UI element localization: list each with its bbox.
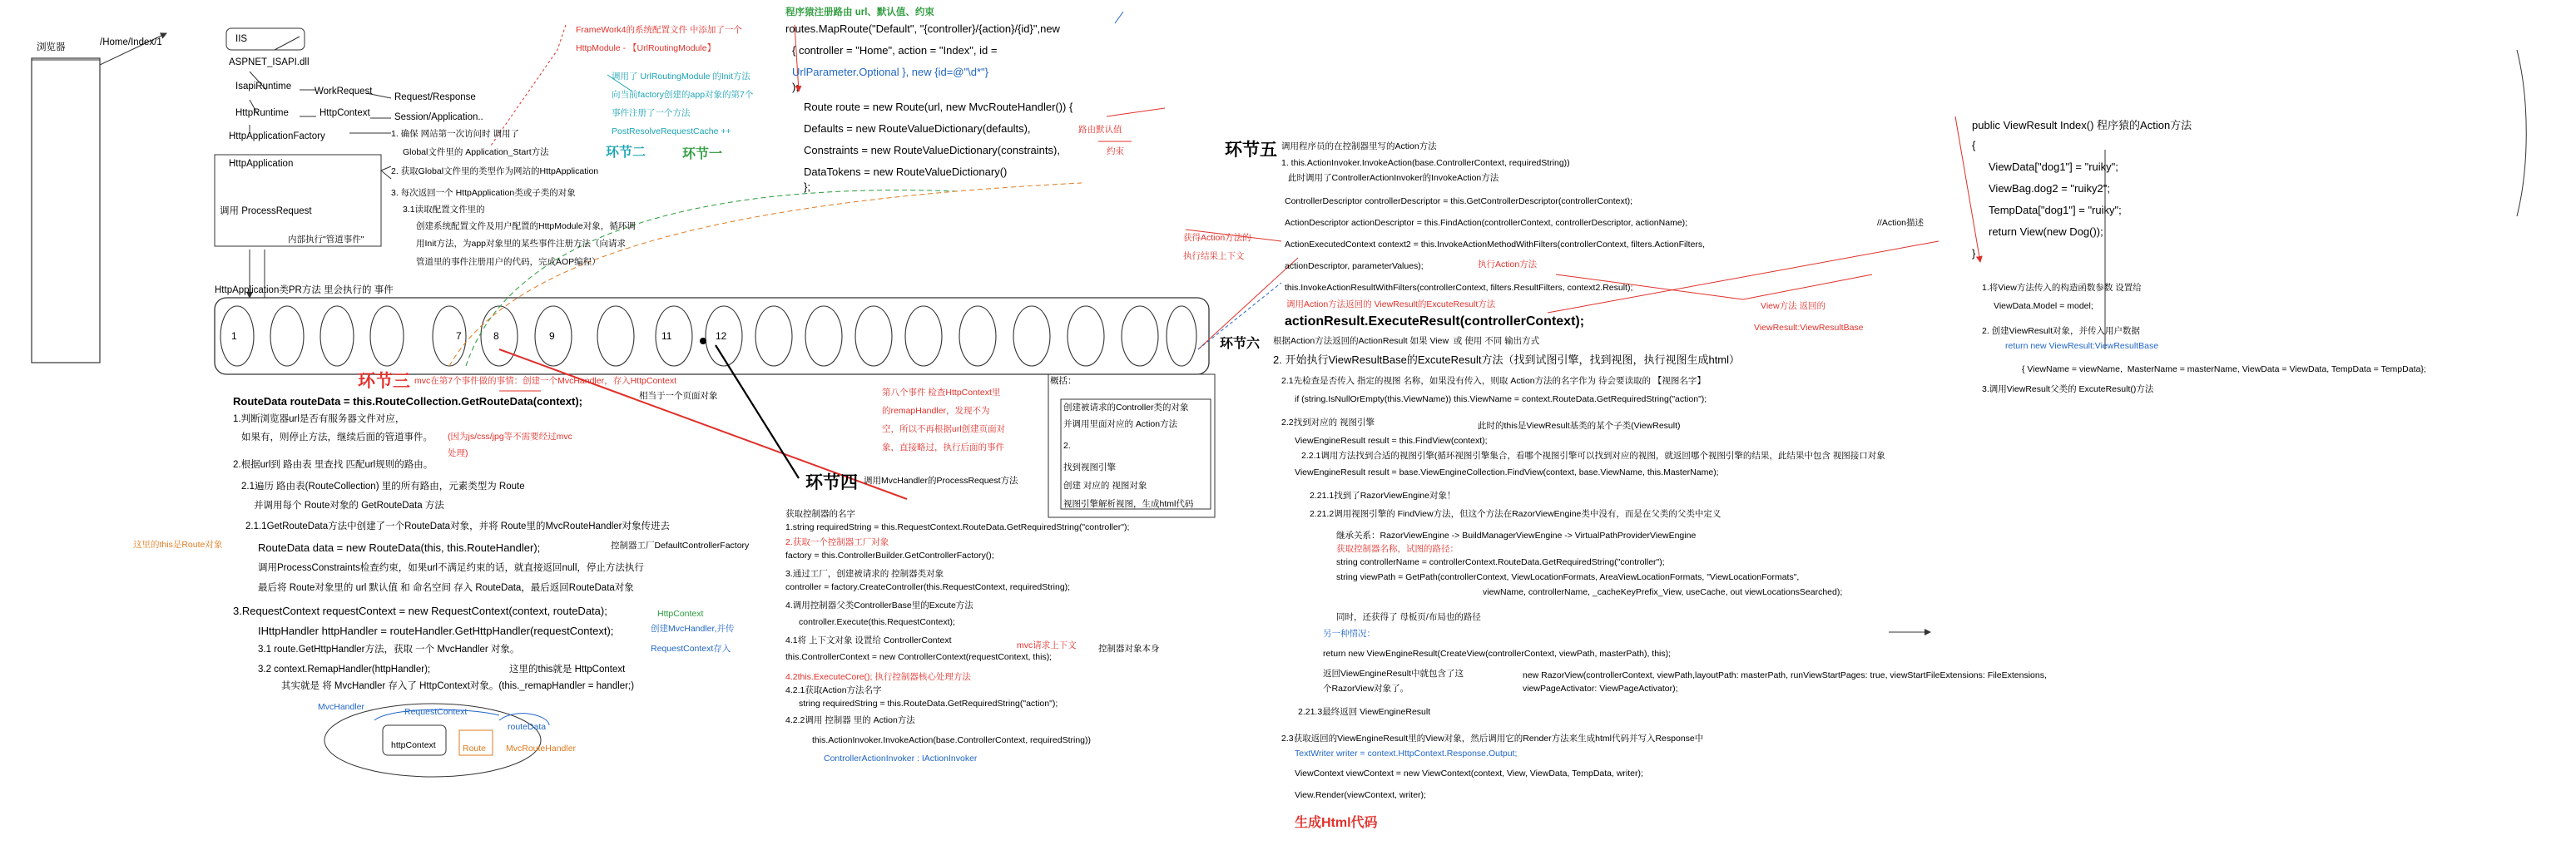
maproute-line1: routes.MapRoute("Default", "{controller}/{action}/{id}",new [785, 22, 1060, 35]
h6-inherit: 继承关系：RazorViewEngine -> BuildManagerViewEngine -> VirtualPathProviderViewEngine [1336, 531, 1697, 541]
h6-razor-view2: viewPageActivator: ViewPageActivator); [1523, 684, 1678, 694]
step3-line1: 3. 每次返回一个 HttpApplication类或子类的对象 [391, 188, 576, 198]
h5-action-descriptor-note: //Action描述 [1877, 218, 1925, 228]
h3-step32b: 其实就是 将 MvcHandler 存入了 HttpContext对象。(this._remapHandler = handler;) [281, 681, 635, 691]
h4-c422: 4.2.2调用 控制器 里的 Action方法 [785, 715, 915, 725]
request-response-label: Request/Response [394, 92, 476, 102]
h6-22-note: 此时的this是ViewResult基类的某个子类(ViewResult) [1478, 421, 1681, 431]
h6-return-note1: 返回ViewEngineResult中就包含了这 [1323, 669, 1464, 679]
defaults-note: 路由默认值 [1078, 125, 1122, 135]
summary-line1: 创建被请求的Controller类的对象 [1063, 403, 1189, 413]
init-note-line2: 向当前factory创建的app对象的第7个 [612, 90, 754, 100]
h5-view-note2: ViewResult:ViewResultBase [1754, 323, 1864, 333]
right-n3: 3.调用ViewResult父类的 ExcuteResult()方法 [1982, 384, 2154, 394]
h5-invoke-result: this.InvokeActionResultWithFilters(controllerContext, filters.ResultFilters, context2.Result); [1285, 283, 1633, 293]
h4-get-name: 获取控制器的名字 [785, 509, 855, 519]
h6-return: return new ViewEngineResult(CreateView(controllerContext, viewPath, masterPath), this); [1323, 649, 1672, 659]
right-n2: 2. 创建ViewResult对象，并传入用户数据 [1982, 326, 2141, 336]
pipeline-caption: HttpApplication类PR方法 里会执行的 事件 [215, 285, 394, 295]
h6-desc: 根据Action方法返回的ActionResult 如果 View 或 使用 不同 输出方式 [1273, 336, 1540, 346]
h3-step1: 1.判断浏览器url是否有服务器文件对应， [233, 414, 405, 424]
right-n1: 1.将View方法传入的构造函数参数 设置给 [1982, 283, 2142, 293]
h4-c4: 4.调用控制器父类ControllerBase里的Excute方法 [785, 601, 973, 610]
huanjie4-desc: 调用MvcHandler的ProcessRequest方法 [864, 476, 1018, 486]
h6-viewpath: string viewPath = GetPath(controllerContext, ViewLocationFormats, AreaViewLocationFormats, "ViewLocationFormats", [1336, 572, 1800, 582]
isapi-runtime-label: IsapiRuntime [235, 82, 292, 91]
oval-num-12: 12 [716, 330, 727, 342]
h6-viewpath2: viewName, controllerName, _cacheKeyPrefix_View, useCache, out viewLocationsSearched); [1483, 587, 1843, 597]
route-register-title: 程序猿注册路由 url、默认值、约束 [785, 7, 934, 17]
h3-step1c: (因为js/css/jpg等不需要经过mvc [448, 432, 572, 442]
h5-execute-action-note: 执行Action方法 [1478, 260, 1538, 269]
h3-httphandler-code: IHttpHandler httpHandler = routeHandler.GetHttpHandler(requestContext); [258, 625, 614, 637]
huanjie5-desc: 调用程序员的在控制器里写的Action方法 [1281, 141, 1437, 151]
call-process-label: 调用 ProcessRequest [220, 206, 312, 216]
h4-c41-note: mvc请求上下文 [1017, 640, 1077, 650]
h6-generate-html: 生成Html代码 [1295, 816, 1378, 830]
h3-step31: 3.1 route.GetHttpHandler方法，获取 一个 MvcHandler 对象。 [258, 645, 520, 655]
h4-c2b: factory = this.ControllerBuilder.GetControllerFactory(); [785, 551, 994, 561]
eighth-event-line3: 空，所以不再根据url创建页面对 [882, 424, 1006, 434]
h6-221b: ViewEngineResult result = base.ViewEngineCollection.FindView(context, base.ViewName, this.MasterName); [1295, 467, 1719, 477]
summary-line5: 创建 对应的 视图对象 [1063, 481, 1147, 491]
h5-controller-descriptor: ControllerDescriptor controllerDescriptor = this.GetControllerDescriptor(controllerContext); [1285, 196, 1633, 206]
h5-invoke-result-note: 调用Action方法返回的 ViewResult的ExcuteResult方法 [1286, 299, 1496, 309]
h3-step211: 2.1.1GetRouteData方法中创建了一个RouteData对象，并将 Route里的MvcRouteHandler对象传进去 [245, 521, 670, 531]
http-context-label: HttpContext [320, 108, 370, 118]
route-line: Route route = new Route(url, new MvcRouteHandler()) { [804, 101, 1073, 113]
h6-viewcontext: ViewContext viewContext = new ViewContext(context, View, ViewData, TempData, writer); [1295, 769, 1643, 778]
aspnet-label: ASPNET_ISAPI.dll [229, 57, 310, 67]
h6-22b: ViewEngineResult result = this.FindView(context); [1295, 436, 1488, 446]
h3-step211b: 调用ProcessConstraints检查约束，如果url不满足约束的话，就直接返回null，停止方法执行 [258, 563, 644, 573]
http-runtime-label: HttpRuntime [235, 108, 289, 118]
fw4-note-line2: HttpModule - 【UrlRoutingModule】 [576, 43, 716, 53]
h3-step32: 3.2 context.RemapHandler(httpHandler); [258, 665, 431, 675]
h5-view-note1: View方法 返回的 [1761, 301, 1825, 311]
routedata-label: routeData [508, 722, 547, 732]
h6-2: 2. 开始执行ViewResultBase的ExcuteResult方法（找到试图引擎，找到视图，执行视图生成html） [1273, 353, 1741, 366]
huanjie3-title: 环节三 [358, 372, 410, 391]
h5-l1b: 此时调用了ControllerActionInvoker的InvokeAction方法 [1288, 173, 1499, 183]
init-note-line4: PostResolveRequestCache ++ [612, 126, 731, 136]
h4-c41: 4.1将 上下文对象 设置给 ControllerContext [785, 635, 952, 645]
mvchandler-label: MvcHandler [318, 702, 365, 712]
h3-step32-note: 这里的this就是 HttpContext [509, 665, 626, 675]
summary-title: 概括： [1050, 376, 1077, 386]
h6-21b: if (string.IsNullOrEmpty(this.ViewName)) this.ViewName = context.RouteData.GetRequiredString("action"); [1295, 394, 1707, 404]
h6-get-name: 获取控制器名称，试图的路径： [1336, 544, 1459, 554]
h4-c422c: ControllerActionInvoker : IActionInvoker [824, 754, 978, 764]
h4-c421: 4.2.1获取Action方法名字 [785, 685, 882, 695]
eighth-event-line4: 象，直接略过，执行后面的事件 [882, 442, 1004, 452]
h4-c3: 3.通过工厂，创建被请求的 控制器类对象 [785, 569, 944, 579]
h4-c4b: controller.Execute(this.RequestContext); [799, 617, 955, 627]
huanjie6-title: 环节六 [1220, 337, 1261, 351]
step3-line4: 用Init方法，为app对象里的某些事件注册方法（向请求 [416, 239, 627, 249]
iis-label: IIS [235, 34, 248, 44]
h6-textwriter: TextWriter writer = context.HttpContext.Response.Output; [1295, 749, 1518, 759]
h6-213: 2.21.3最终返回 ViewEngineResult [1298, 707, 1431, 717]
internal-exec-label: 内部执行"管道事件" [288, 235, 364, 245]
huanjie3-note2: 相当于一个页面对象 [639, 391, 718, 401]
brace-close: } [1972, 247, 1976, 260]
h5-execute-result: actionResult.ExecuteResult(controllerContext); [1285, 314, 1585, 329]
h4-c41b: this.ControllerContext = new ControllerContext(requestContext, this); [785, 652, 1053, 662]
h6-render: View.Render(viewContext, writer); [1295, 790, 1426, 800]
maproute-line3: UrlParameter.Optional }, new {id=@"\d*"} [792, 66, 988, 78]
h3-step1d: 处理) [448, 448, 468, 458]
right-n2b: return new ViewResult:ViewResultBase [2005, 341, 2159, 351]
h3-create-mvchandler-note: 创建MvcHandler,并传 [651, 624, 735, 634]
h5-result-context-note1: 获得Action方法的 [1183, 233, 1251, 243]
h6-razor-view: new RazorView(controllerContext, viewPath,layoutPath: masterPath, runViewStartPages: true, viewStartFileExtensions: FileExtensions, [1523, 670, 2047, 680]
right-n1b: ViewData.Model = model; [1994, 301, 2093, 311]
h3-step2: 2.根据url到 路由表 里查找 匹配url规则的路由。 [233, 460, 433, 470]
h3-step1b: 如果有，则停止方法，继续后面的管道事件。 [241, 432, 433, 442]
h5-l1: 1. this.ActionInvoker.InvokeAction(base.ControllerContext, requiredString)) [1281, 158, 1570, 168]
h6-22: 2.2找到对应的 视图引擎 [1281, 418, 1375, 428]
h3-requestcontext-note: RequestContext存入 [651, 644, 731, 654]
huanjie3-note: mvc在第7个事件做的事情：创建一个MvcHandler，存入HttpContext [414, 376, 677, 386]
browser-label: 浏览器 [37, 42, 66, 52]
h6-other: 另一种情况： [1323, 629, 1375, 639]
summary-line3: 2. [1063, 441, 1071, 451]
step1-line1: 1. 确保 网站第一次访问时 调用了 [391, 129, 520, 139]
h5-action-executed-context: ActionExecutedContext context2 = this.InvokeActionMethodWithFilters(controllerContext, filters.ActionFilters, [1285, 240, 1706, 250]
eighth-event-line2: 的remapHandler，发现不为 [882, 406, 990, 416]
oval-num-9: 9 [549, 330, 555, 342]
action-signature: public ViewResult Index() 程序猿的Action方法 [1972, 119, 2192, 131]
huanjie1-title: 环节一 [682, 147, 723, 161]
h3-step3: 3.RequestContext requestContext = new RequestContext(context, routeData); [233, 605, 607, 617]
oval-num-7: 7 [456, 330, 462, 342]
return-view-line: return View(new Dog()); [1989, 225, 2103, 238]
h3-step21b: 并调用每个 Route对象的 GetRouteData 方法 [254, 501, 444, 511]
huanjie4-title: 环节四 [805, 473, 858, 492]
datatokens-line: DataTokens = new RouteValueDictionary() [804, 166, 1008, 178]
route-close-line: }; [804, 180, 810, 193]
brace-open: { [1972, 139, 1976, 151]
huanjie2-title: 环节二 [606, 146, 646, 160]
url-label: /Home/Index/1 [100, 37, 162, 47]
h4-c41-note2: 控制器对象本身 [1098, 644, 1160, 654]
httpcontext-label: httpContext [391, 740, 436, 750]
summary-line6: 视图引擎解析视图，生成html代码 [1063, 499, 1194, 509]
oval-num-8: 8 [493, 330, 499, 342]
maproute-line2: { controller = "Home", action = "Index", id = [792, 44, 998, 57]
h3-step21: 2.1遍历 路由表(RouteCollection) 里的所有路由，元素类型为 Route [241, 482, 525, 492]
h6-23: 2.3获取返回的ViewEngineResult里的View对象，然后调用它的Render方法来生成html代码并写入Response中 [1281, 734, 1704, 744]
step3-line3: 创建系统配置文件及用户配置的HttpModule对象，循环调 [416, 221, 636, 231]
tempdata-line: TempData["dog1"] = "ruiky"; [1989, 204, 2122, 216]
init-note-line3: 事件注册了一个方法 [612, 108, 691, 118]
defaults-line: Defaults = new RouteValueDictionary(defaults), [804, 122, 1031, 135]
viewdata-line: ViewData["dog1"] = "ruiky"; [1989, 161, 2118, 173]
h4-c2: 2.获取一个控制器工厂对象 [785, 537, 889, 547]
eighth-event-line1: 第八个事件 检查HttpContext里 [882, 388, 1001, 398]
huanjie5-title: 环节五 [1225, 141, 1277, 160]
http-app-factory-label: HttpApplicationFactory [229, 131, 325, 141]
fw4-note-line1: FrameWork4的系统配置文件 中添加了一个 [576, 25, 742, 35]
route-label: Route [463, 744, 487, 754]
h3-httpcontext-note: HttpContext [657, 609, 704, 619]
h6-2211: 2.21.1找到了RazorViewEngine对象！ [1310, 491, 1456, 501]
h4-c42: 4.2this.ExecuteCore(); 执行控制器核心处理方法 [785, 672, 971, 682]
h6-return-note2: 个RazorView对象了。 [1323, 684, 1409, 694]
http-application-label: HttpApplication [229, 159, 294, 169]
h6-221: 2.2.1调用方法找到合适的视图引擎(循环视图引擎集合，看哪个视图引擎可以找到对应的视图，就返回哪个视图引擎的结果，此结果中包含 视图接口对象 [1301, 451, 1885, 461]
h6-2212: 2.21.2调用视图引擎的 FindView方法，但这个方法在RazorViewEngine类中没有，而是在父类的父类中定义 [1310, 509, 1721, 519]
step3-line5: 管道里的事件注册用户的代码，完成AOP编程） [416, 257, 601, 267]
h6-controller-name: string controllerName = controllerContext.RouteData.GetRequiredString("controller"); [1336, 557, 1665, 567]
routedata-line: RouteData routeData = this.RouteCollection.GetRouteData(context); [233, 395, 583, 408]
h5-result-context-note2: 执行结果上下文 [1183, 251, 1245, 261]
maproute-line4: ); [792, 81, 799, 93]
work-request-label: WorkRequest [315, 86, 373, 96]
viewbag-line: ViewBag.dog2 = "ruiky2"; [1989, 182, 2110, 195]
h4-c421b: string requiredString = this.RouteData.GetRequiredString("action"); [799, 699, 1058, 709]
oval-num-11: 11 [661, 330, 672, 342]
constraints-line: Constraints = new RouteValueDictionary(constraints), [804, 144, 1060, 156]
right-n2c: { ViewName = viewName, MasterName = masterName, ViewData = ViewData, TempData = TempData}; [2022, 364, 2426, 374]
oval-num-1: 1 [231, 330, 237, 342]
h4-c3b: controller = factory.CreateController(this.RequestContext, requiredString); [785, 582, 1071, 592]
requestcontext-label: RequestContext [404, 707, 468, 717]
h6-21: 2.1先检查是否传入 指定的视图 名称，如果没有传入，则取 Action方法的名字作为 待会要读取的 【视图名字】 [1281, 376, 1706, 386]
step3-line2: 3.1读取配置文件里的 [403, 205, 485, 215]
h4-c1: 1.string requiredString = this.RequestContext.RouteData.GetRequiredString("controller"); [785, 522, 1130, 532]
summary-line2: 并调用里面对应的 Action方法 [1063, 419, 1178, 429]
session-app-label: Session/Application.. [394, 112, 483, 122]
h3-this-route-note: 这里的this是Route对象 [133, 540, 223, 550]
h3-step211c: 最后将 Route对象里的 url 默认值 和 命名空间 存入 RouteData，最后返回RouteData对象 [258, 583, 634, 593]
h6-also: 同时，还获得了 母板页/布局也的路径 [1336, 612, 1481, 622]
h3-routedata-code: RouteData data = new RouteData(this, this.RouteHandler); [258, 541, 541, 554]
step1-line2: Global文件里的 Application_Start方法 [403, 147, 549, 157]
h5-action-descriptor: ActionDescriptor actionDescriptor = this.FindAction(controllerContext, controllerDescriptor, actionName); [1285, 218, 1688, 228]
h5-aec-params: actionDescriptor, parameterValues); [1285, 261, 1424, 271]
init-note-line1: 调用了 UrlRoutingModule 的Init方法 [612, 72, 751, 82]
h3-factory-label: 控制器工厂DefaultControllerFactory [611, 541, 750, 551]
constraints-note: 约束 [1107, 146, 1124, 156]
step2-line: 2. 获取Global文件里的类型作为网站的HttpApplication [391, 166, 599, 176]
summary-line4: 找到视图引擎 [1063, 462, 1116, 472]
h4-c422b: this.ActionInvoker.InvokeAction(base.ControllerContext, requiredString)) [812, 735, 1091, 745]
mvcroutehandler-label: MvcRouteHandler [506, 744, 577, 754]
